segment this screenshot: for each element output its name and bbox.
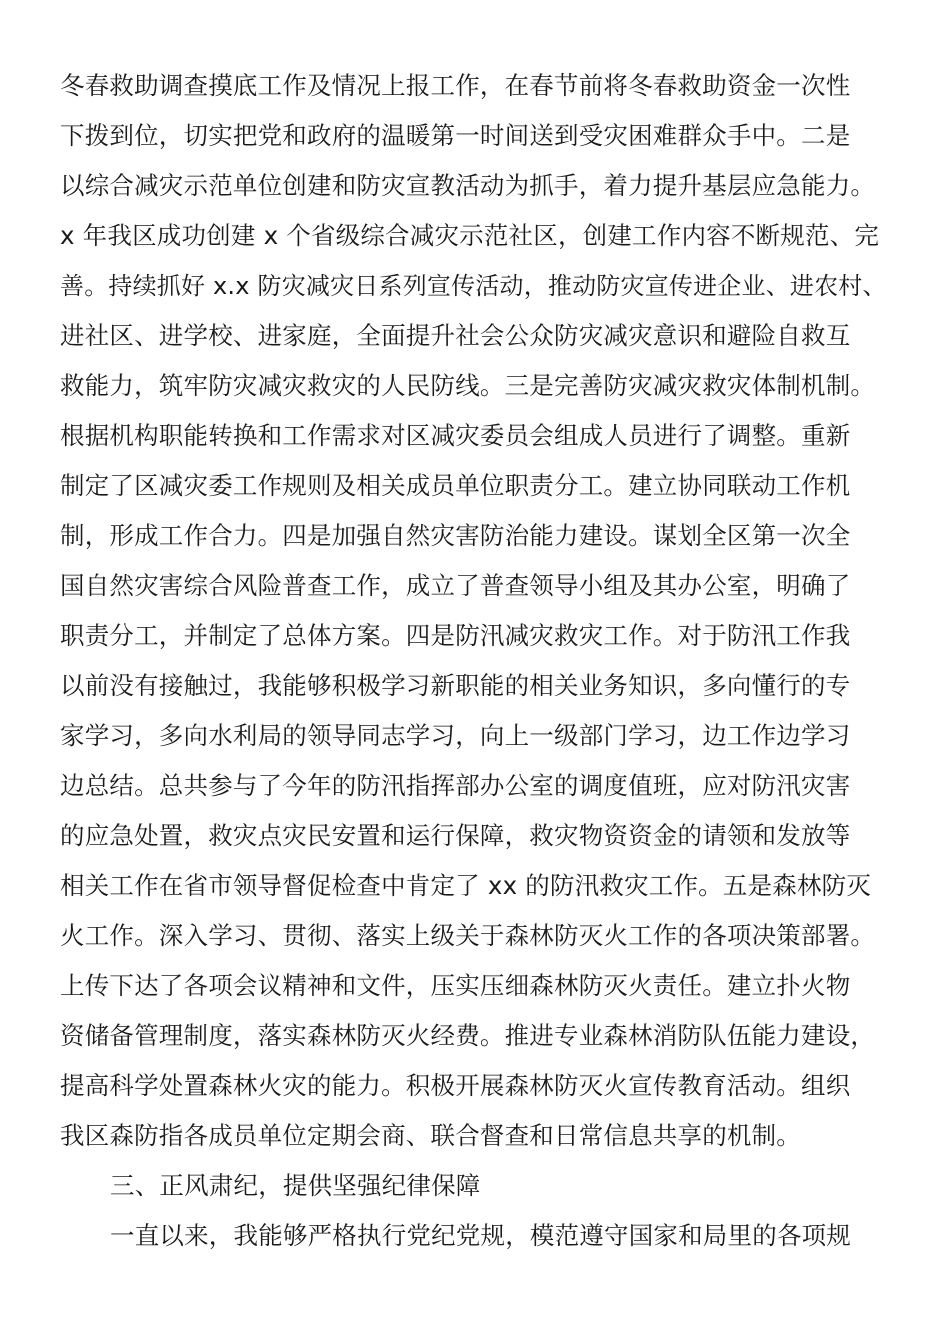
text-line: 上传下达了各项会议精神和文件，压实压细森林防灭火责任。建立扑火物 [60, 971, 851, 1000]
text-line: 边总结。总共参与了今年的防汛指挥部办公室的调度值班，应对防汛灾害 [60, 771, 851, 800]
text-line: 根据机构职能转换和工作需求对区减灾委员会组成人员进行了调整。重新 [60, 421, 851, 450]
text-line: 以前没有接触过，我能够积极学习新职能的相关业务知识，多向懂行的专 [60, 671, 851, 700]
text-line: 下拨到位，切实把党和政府的温暖第一时间送到受灾困难群众手中。二是 [60, 121, 851, 150]
text-line: 资储备管理制度，落实森林防灭火经费。推进专业森林消防队伍能力建设， [60, 1021, 876, 1050]
paragraph-first-line: 一直以来，我能够严格执行党纪党规，模范遵守国家和局里的各项规 [110, 1221, 851, 1250]
text-line: 救能力，筑牢防灾减灾救灾的人民防线。三是完善防灾减灾救灾体制机制。 [60, 371, 876, 400]
text-line: 我区森防指各成员单位定期会商、联合督查和日常信息共享的机制。 [60, 1121, 801, 1150]
text-line: 善。持续抓好 x.x 防灾减灾日系列宣传活动，推动防灾宣传进企业、进农村、 [60, 272, 887, 300]
text-line: 制定了区减灾委工作规则及相关成员单位职责分工。建立协同联动工作机 [60, 471, 851, 500]
text-line: 进社区、进学校、进家庭，全面提升社会公众防灾减灾意识和避险自救互 [60, 321, 851, 350]
text-line: 职责分工，并制定了总体方案。四是防汛减灾救灾工作。对于防汛工作我 [60, 621, 851, 650]
text-line: 制，形成工作合力。四是加强自然灾害防治能力建设。谋划全区第一次全 [60, 521, 851, 550]
text-line: 以综合减灾示范单位创建和防灾宣教活动为抓手，着力提升基层应急能力。 [60, 171, 876, 200]
text-line: 的应急处置，救灾点灾民安置和运行保障，救灾物资资金的请领和发放等 [60, 821, 851, 850]
text-line: 相关工作在省市领导督促检查中肯定了 xx 的防汛救灾工作。五是森林防灭 [60, 871, 872, 900]
text-line: 冬春救助调查摸底工作及情况上报工作，在春节前将冬春救助资金一次性 [60, 71, 851, 100]
section-heading: 三、正风肃纪，提供坚强纪律保障 [110, 1171, 481, 1200]
text-line: x 年我区成功创建 x 个省级综合减灾示范社区，创建工作内容不断规范、完 [60, 221, 880, 250]
text-line: 火工作。深入学习、贯彻、落实上级关于森林防灭火工作的各项决策部署。 [60, 921, 876, 950]
text-line: 国自然灾害综合风险普查工作，成立了普查领导小组及其办公室，明确了 [60, 571, 851, 600]
text-line: 提高科学处置森林火灾的能力。积极开展森林防灭火宣传教育活动。组织 [60, 1071, 851, 1100]
text-line: 家学习，多向水利局的领导同志学习，向上一级部门学习，边工作边学习 [60, 721, 851, 750]
